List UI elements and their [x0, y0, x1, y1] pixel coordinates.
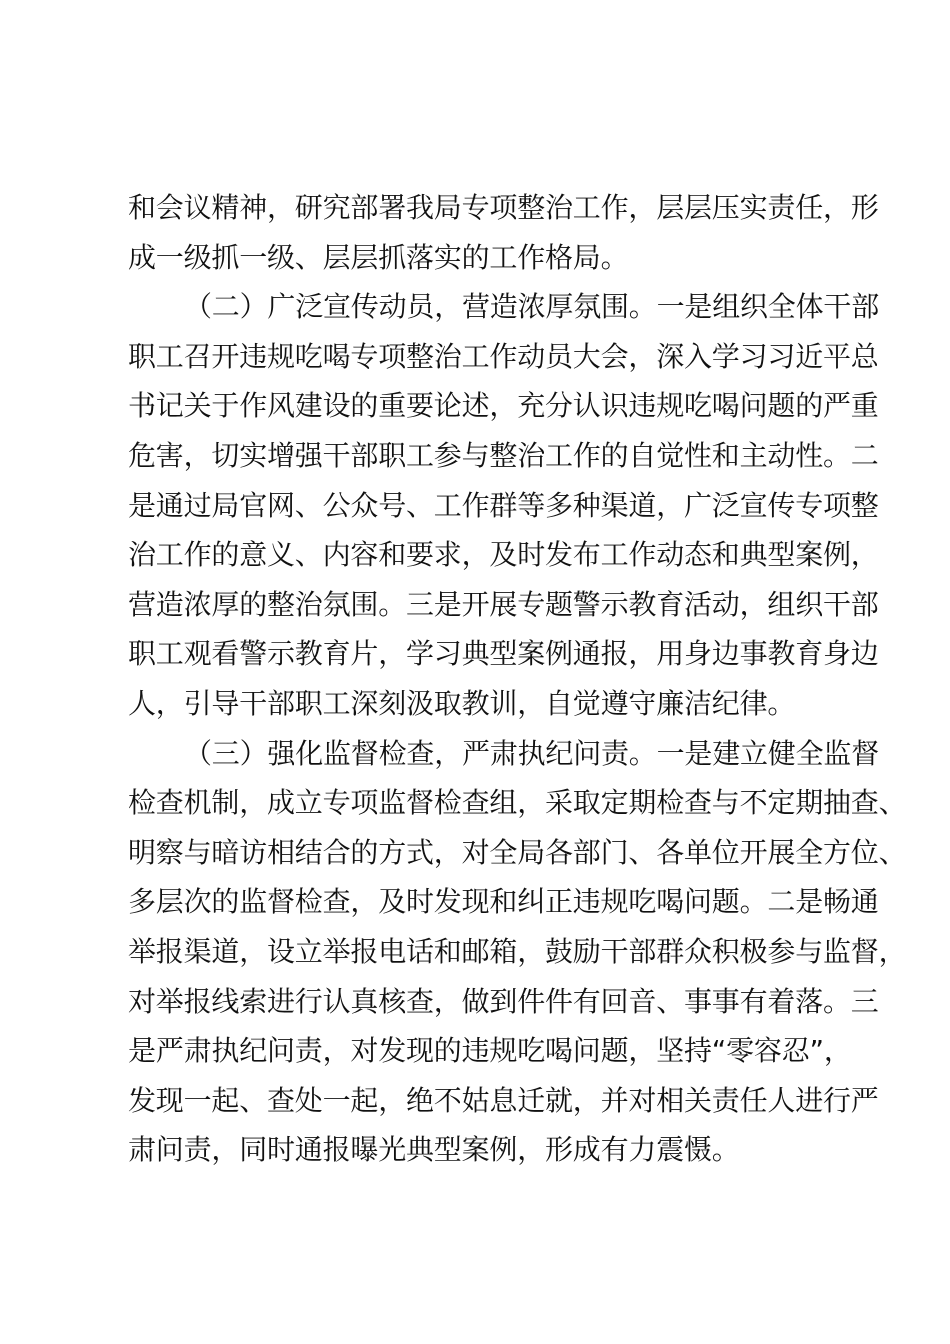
paragraph-2-line-4: 危害，切实增强干部职工参与整治工作的自觉性和主动性。二	[128, 438, 879, 472]
paragraph-3-line-4: 多层次的监督检查，及时发现和纠正违规吃喝问题。二是畅通	[128, 885, 879, 919]
paragraph-1-line-2: 成一级抓一级、层层抓落实的工作格局。	[128, 240, 629, 274]
paragraph-3-line-7: 是严肃执纪问责，对发现的违规吃喝问题，坚持“零容忍”，	[128, 1034, 852, 1068]
paragraph-3-line-2: 检查机制，成立专项监督检查组，采取定期检查与不定期抽查、	[128, 786, 907, 820]
paragraph-2-line-9: 人，引导干部职工深刻汲取教训，自觉遵守廉洁纪律。	[128, 686, 796, 720]
document-body	[128, 183, 907, 1175]
paragraph-2-line-8: 职工观看警示教育片，学习典型案例通报，用身边事教育身边	[128, 637, 879, 671]
paragraph-3-line-5: 举报渠道，设立举报电话和邮箱，鼓励干部群众积极参与监督，	[128, 934, 907, 968]
paragraph-3-line-8: 发现一起、查处一起，绝不姑息迁就，并对相关责任人进行严	[128, 1083, 879, 1117]
paragraph-3-line-1: （三）强化监督检查，严肃执纪问责。一是建立健全监督	[184, 736, 880, 770]
paragraph-2-line-7: 营造浓厚的整治氛围。三是开展专题警示教育活动，组织干部	[128, 587, 879, 621]
paragraph-3-line-9: 肃问责，同时通报曝光典型案例，形成有力震慑。	[128, 1133, 740, 1167]
paragraph-2-line-1: （二）广泛宣传动员，营造浓厚氛围。一是组织全体干部	[184, 290, 880, 324]
paragraph-3-line-3: 明察与暗访相结合的方式，对全局各部门、各单位开展全方位、	[128, 835, 907, 869]
paragraph-1-line-1: 和会议精神，研究部署我局专项整治工作，层层压实责任，形	[128, 191, 879, 224]
paragraph-3-line-6: 对举报线索进行认真核查，做到件件有回音、事事有着落。三	[128, 984, 879, 1018]
paragraph-2-line-6: 治工作的意义、内容和要求，及时发布工作动态和典型案例，	[128, 538, 879, 572]
paragraph-2-line-2: 职工召开违规吃喝专项整治工作动员大会，深入学习习近平总	[128, 339, 879, 373]
paragraph-2-line-3: 书记关于作风建设的重要论述，充分认识违规吃喝问题的严重	[128, 389, 879, 423]
paragraph-2-line-5: 是通过局官网、公众号、工作群等多种渠道，广泛宣传专项整	[128, 488, 879, 522]
